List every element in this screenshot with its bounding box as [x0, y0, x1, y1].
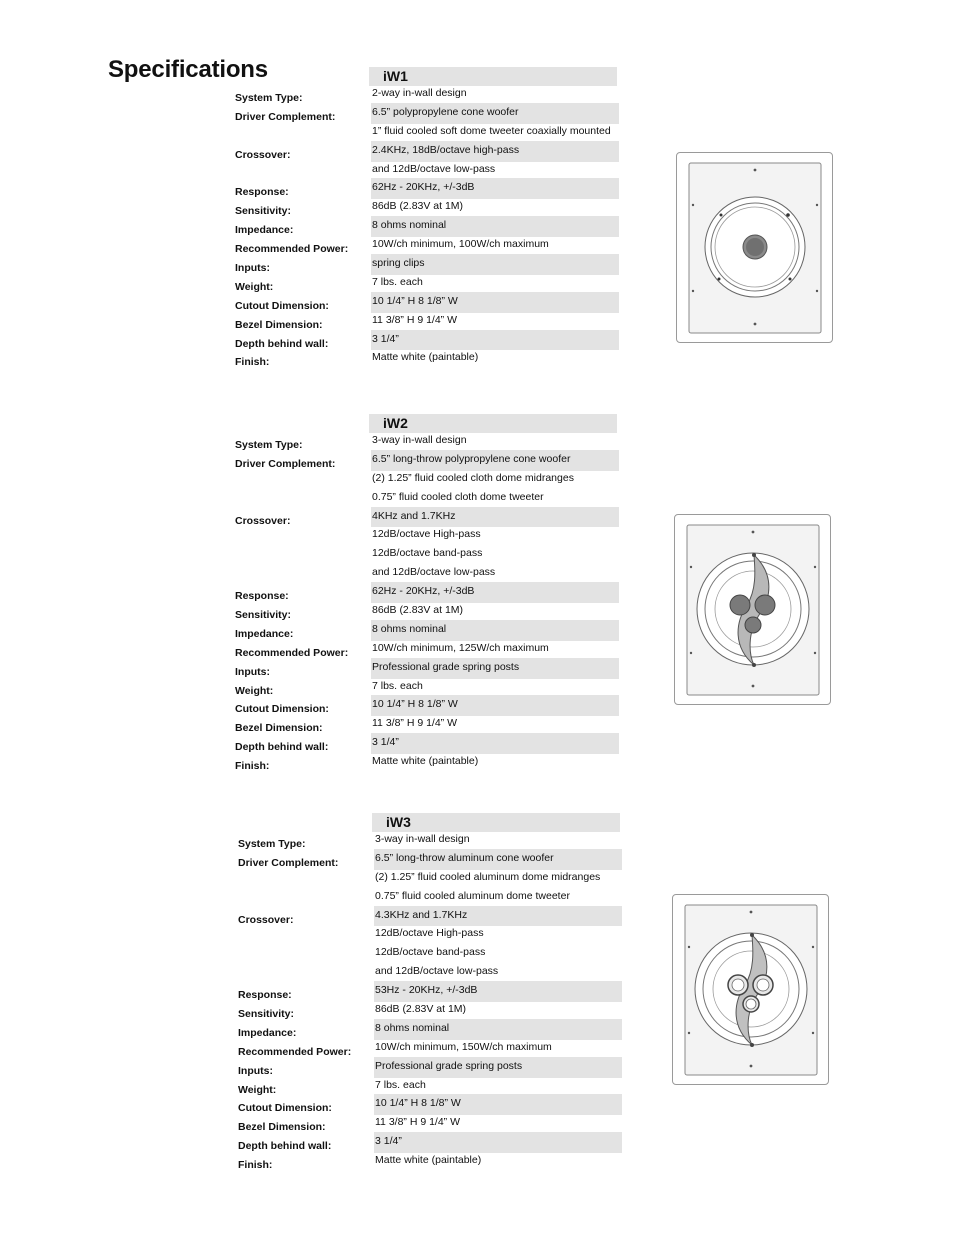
spec-label: Bezel Dimension: [238, 1121, 326, 1134]
model-header-iw3: iW3 [372, 813, 620, 832]
spec-value: 10 1/4” H 8 1/8” W [374, 1094, 622, 1115]
spec-label: Driver Complement: [235, 457, 336, 470]
spec-label: Depth behind wall: [238, 1140, 332, 1153]
spec-value: 53Hz - 20KHz, +/-3dB [374, 981, 622, 1002]
spec-label [234, 530, 369, 546]
spec-value: 8 ohms nominal [371, 620, 619, 641]
spec-label: Finish: [235, 760, 270, 773]
spec-value: 10W/ch minimum, 100W/ch maximum [372, 238, 549, 251]
spec-label: Crossover: [235, 514, 291, 527]
spec-label: Finish: [235, 356, 270, 369]
spec-label: Inputs: [235, 262, 270, 275]
spec-label [234, 127, 369, 143]
iw3-speaker-diagram-icon [672, 894, 829, 1085]
spec-value: 6.5” long-throw polypropylene cone woofer [371, 450, 619, 471]
spec-label: Weight: [235, 684, 274, 697]
spec-label: Driver Complement: [238, 856, 339, 869]
spec-value: 3 1/4” [371, 733, 619, 754]
iw1-spec-table [234, 86, 634, 369]
spec-value: 3 1/4” [374, 1132, 622, 1153]
iw2-spec-table [234, 433, 634, 773]
spec-value: (2) 1.25” fluid cooled cloth dome midranges [372, 471, 574, 484]
spec-value: Matte white (paintable) [375, 1154, 482, 1167]
spec-label [234, 493, 369, 509]
spec-value: 3 1/4” [371, 330, 619, 351]
spec-value: 4KHz and 1.7KHz [371, 507, 619, 528]
spec-value: 7 lbs. each [372, 679, 423, 692]
spec-label: Cutout Dimension: [235, 703, 329, 716]
spec-label [234, 549, 369, 565]
spec-value: 4.3KHz and 1.7KHz [374, 906, 622, 927]
spec-value: 86dB (2.83V at 1M) [375, 1003, 467, 1016]
spec-value: 11 3/8” H 9 1/4” W [375, 1116, 461, 1129]
spec-label: Depth behind wall: [235, 741, 329, 754]
spec-label: Impedance: [235, 224, 294, 237]
spec-label: System Type: [235, 92, 303, 104]
spec-label [234, 474, 369, 490]
spec-label: Cutout Dimension: [235, 299, 329, 312]
spec-value: Matte white (paintable) [372, 351, 479, 364]
spec-value: 6.5” long-throw aluminum cone woofer [374, 849, 622, 870]
spec-value: Professional grade spring posts [374, 1057, 622, 1078]
spec-label: System Type: [235, 439, 303, 451]
spec-value: 6.5” polypropylene cone woofer [371, 103, 619, 124]
spec-value: and 12dB/octave low-pass [375, 965, 499, 978]
spec-label [237, 967, 372, 983]
spec-value: 86dB (2.83V at 1M) [372, 604, 464, 617]
spec-label: Weight: [235, 280, 274, 293]
spec-value: 1” fluid cooled soft dome tweeter coaxially mounted [372, 124, 611, 137]
spec-value: 12dB/octave band-pass [375, 946, 486, 959]
model-header-iw1: iW1 [369, 67, 617, 86]
spec-label [237, 929, 372, 945]
spec-value: 8 ohms nominal [371, 216, 619, 237]
spec-value: 10 1/4” H 8 1/8” W [371, 292, 619, 313]
spec-label [234, 165, 369, 181]
iw2-speaker-diagram-icon [674, 514, 831, 705]
spec-value: 7 lbs. each [372, 275, 423, 288]
spec-value: 2.4KHz, 18dB/octave high-pass [371, 141, 619, 162]
spec-label: Crossover: [235, 148, 291, 161]
iw3-spec-table [237, 832, 637, 1172]
spec-value: 2-way in-wall design [372, 87, 467, 99]
spec-label [237, 948, 372, 964]
spec-label: Bezel Dimension: [235, 318, 323, 331]
spec-label [237, 892, 372, 908]
spec-value: Professional grade spring posts [371, 658, 619, 679]
spec-label: Sensitivity: [238, 1008, 295, 1021]
spec-label: Crossover: [238, 913, 294, 926]
iw1-speaker-diagram-icon [676, 152, 833, 343]
spec-row [234, 350, 634, 369]
spec-value: 12dB/octave High-pass [372, 528, 481, 541]
spec-value: and 12dB/octave low-pass [372, 566, 496, 579]
spec-label: Impedance: [235, 627, 294, 640]
model-header-iw2: iW2 [369, 414, 617, 433]
spec-value: spring clips [371, 254, 619, 275]
spec-label: Cutout Dimension: [238, 1102, 332, 1115]
spec-label: Inputs: [238, 1064, 273, 1077]
spec-value: 62Hz - 20KHz, +/-3dB [371, 582, 619, 603]
spec-row [237, 1153, 637, 1172]
spec-label: Weight: [238, 1083, 277, 1096]
spec-value: 3-way in-wall design [372, 434, 467, 446]
spec-label: Recommended Power: [238, 1045, 352, 1058]
page-title: Specifications [108, 56, 268, 83]
spec-label: Sensitivity: [235, 205, 292, 218]
spec-value: 7 lbs. each [375, 1078, 426, 1091]
spec-value: 0.75” fluid cooled cloth dome tweeter [372, 490, 544, 503]
spec-label: Response: [238, 989, 292, 1002]
spec-value: 86dB (2.83V at 1M) [372, 200, 464, 213]
spec-value: 12dB/octave High-pass [375, 927, 484, 940]
spec-label: Response: [235, 186, 289, 199]
spec-value: 10W/ch minimum, 125W/ch maximum [372, 641, 549, 654]
spec-value: (2) 1.25” fluid cooled aluminum dome midranges [375, 870, 601, 883]
spec-row [234, 754, 634, 773]
spec-label: Sensitivity: [235, 609, 292, 622]
spec-value: 10W/ch minimum, 150W/ch maximum [375, 1040, 552, 1053]
spec-label: Finish: [238, 1159, 273, 1172]
spec-label: Depth behind wall: [235, 337, 329, 350]
spec-value: 12dB/octave band-pass [372, 547, 483, 560]
spec-label: Recommended Power: [235, 646, 349, 659]
spec-value: 3-way in-wall design [375, 833, 470, 845]
spec-label [237, 873, 372, 889]
spec-label: Bezel Dimension: [235, 722, 323, 735]
spec-value: 11 3/8” H 9 1/4” W [372, 313, 458, 326]
spec-label: Response: [235, 590, 289, 603]
spec-value: 62Hz - 20KHz, +/-3dB [371, 178, 619, 199]
spec-value: 8 ohms nominal [374, 1019, 622, 1040]
spec-value: 10 1/4” H 8 1/8” W [371, 695, 619, 716]
spec-value: 0.75” fluid cooled aluminum dome tweeter [375, 889, 570, 902]
spec-label [234, 568, 369, 584]
spec-label: Impedance: [238, 1026, 297, 1039]
spec-value: 11 3/8” H 9 1/4” W [372, 717, 458, 730]
spec-value: and 12dB/octave low-pass [372, 162, 496, 175]
spec-label: System Type: [238, 838, 306, 850]
spec-label: Driver Complement: [235, 110, 336, 123]
spec-label: Inputs: [235, 665, 270, 678]
spec-label: Recommended Power: [235, 243, 349, 256]
spec-value: Matte white (paintable) [372, 755, 479, 768]
